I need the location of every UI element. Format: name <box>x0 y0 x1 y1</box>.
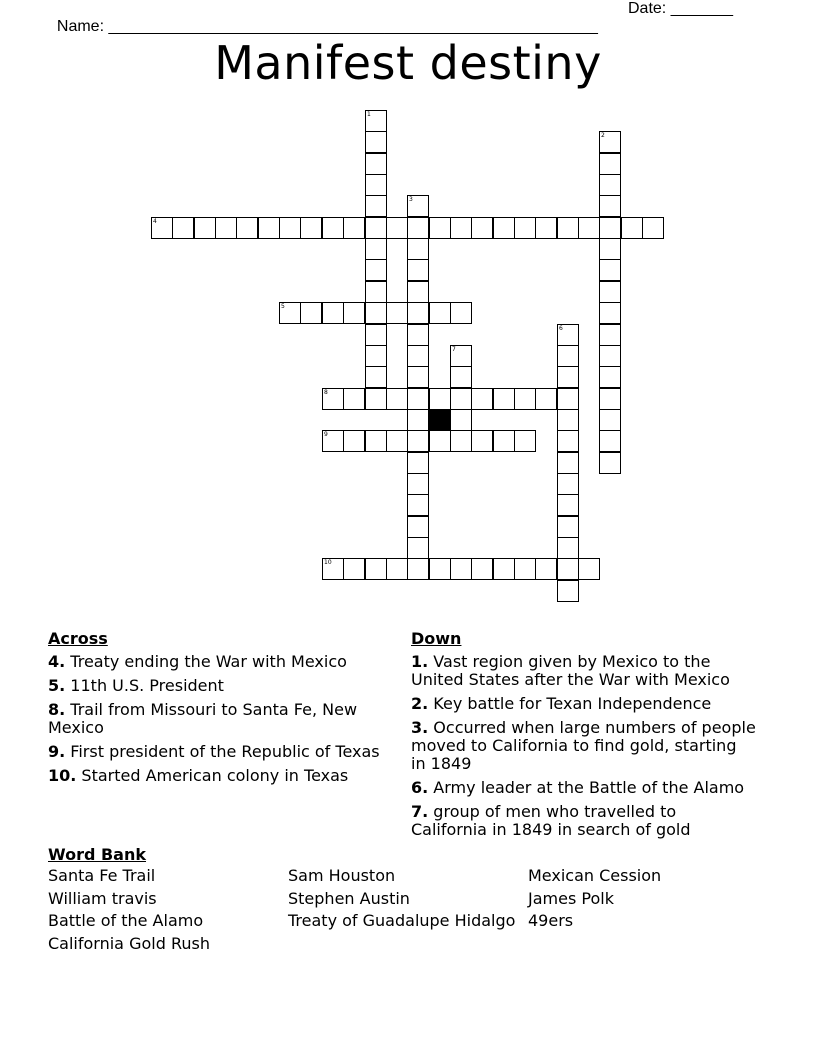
grid-cell[interactable] <box>407 473 429 495</box>
grid-cell[interactable] <box>386 430 408 452</box>
grid-cell[interactable] <box>322 217 344 239</box>
grid-cell[interactable] <box>471 217 493 239</box>
across-heading: Across <box>48 629 108 648</box>
clue-number: 5 <box>281 303 285 310</box>
grid-cell[interactable] <box>386 302 408 324</box>
word-bank-item: William travis <box>48 888 157 908</box>
grid-cell[interactable] <box>621 217 643 239</box>
word-bank <box>48 846 768 955</box>
grid-cell[interactable] <box>599 388 621 410</box>
clue-text: Trail from Missouri to Santa Fe, New Mexico <box>48 700 358 737</box>
grid-cell[interactable] <box>599 174 621 196</box>
grid-cell[interactable] <box>599 217 621 239</box>
grid-cell[interactable] <box>557 516 579 538</box>
grid-cell[interactable] <box>514 388 536 410</box>
word-bank-item: Stephen Austin <box>288 888 410 908</box>
grid-cell[interactable] <box>557 494 579 516</box>
grid-block-cell <box>429 409 451 431</box>
grid-cell[interactable] <box>365 302 387 324</box>
grid-cell[interactable] <box>407 494 429 516</box>
clue-text: Started American colony in Texas <box>76 766 349 785</box>
word-bank-item: Treaty of Guadalupe Hidalgo <box>288 911 516 930</box>
grid-cell[interactable] <box>172 217 194 239</box>
grid-cell[interactable] <box>215 217 237 239</box>
grid-cell[interactable] <box>599 281 621 303</box>
grid-cell[interactable] <box>407 238 429 260</box>
grid-cell[interactable] <box>557 324 579 346</box>
grid-cell[interactable] <box>599 409 621 431</box>
grid-cell[interactable] <box>557 452 579 474</box>
grid-cell[interactable] <box>407 409 429 431</box>
grid-cell[interactable] <box>450 409 472 431</box>
clue-item <box>48 743 388 761</box>
grid-cell[interactable] <box>450 345 472 367</box>
grid-cell[interactable] <box>386 217 408 239</box>
grid-cell[interactable] <box>365 324 387 346</box>
grid-cell[interactable] <box>365 388 387 410</box>
grid-cell[interactable] <box>151 217 173 239</box>
word-bank-item: 49ers <box>528 911 574 930</box>
grid-cell[interactable] <box>343 388 365 410</box>
grid-cell[interactable] <box>493 430 515 452</box>
clue-num: 5. <box>48 676 66 695</box>
grid-cell[interactable] <box>450 366 472 388</box>
clue-text: First president of the Republic of Texas <box>65 742 380 761</box>
grid-cell[interactable] <box>279 302 301 324</box>
clue-num: 10. <box>48 766 77 785</box>
clue-item <box>411 653 756 689</box>
clue-item <box>48 701 388 737</box>
grid-cell[interactable] <box>343 302 365 324</box>
clue-item <box>411 779 756 797</box>
page-title: Manifest destiny <box>214 36 602 90</box>
grid-cell[interactable] <box>471 388 493 410</box>
grid-cell[interactable] <box>599 302 621 324</box>
grid-cell[interactable] <box>365 366 387 388</box>
clue-number: 4 <box>153 218 157 225</box>
grid-cell[interactable] <box>599 195 621 217</box>
grid-cell[interactable] <box>642 217 664 239</box>
grid-cell[interactable] <box>599 131 621 153</box>
grid-cell[interactable] <box>407 217 429 239</box>
clue-text: Occurred when large numbers of people moved to California to find gold, starting in 1849 <box>411 718 756 773</box>
grid-cell[interactable] <box>557 345 579 367</box>
grid-cell[interactable] <box>300 302 322 324</box>
clue-num: 6. <box>411 778 429 797</box>
grid-cell[interactable] <box>429 430 451 452</box>
grid-cell[interactable] <box>258 217 280 239</box>
name-field-label[interactable]: Name: _______________________________________________________ <box>56 18 598 35</box>
grid-cell[interactable] <box>279 217 301 239</box>
grid-cell[interactable] <box>407 366 429 388</box>
grid-cell[interactable] <box>599 259 621 281</box>
grid-cell[interactable] <box>429 217 451 239</box>
grid-cell[interactable] <box>407 516 429 538</box>
grid-cell[interactable] <box>599 366 621 388</box>
grid-cell[interactable] <box>365 238 387 260</box>
across-clues <box>48 630 388 791</box>
grid-cell[interactable] <box>365 430 387 452</box>
grid-cell[interactable] <box>557 537 579 559</box>
grid-cell[interactable] <box>429 388 451 410</box>
grid-cell[interactable] <box>450 558 472 580</box>
clue-num: 1. <box>411 652 429 671</box>
grid-cell[interactable] <box>407 281 429 303</box>
grid-cell[interactable] <box>535 558 557 580</box>
word-bank-item: Mexican Cession <box>528 866 662 885</box>
grid-cell[interactable] <box>365 153 387 175</box>
grid-cell[interactable] <box>578 217 600 239</box>
grid-cell[interactable] <box>194 217 216 239</box>
grid-cell[interactable] <box>599 324 621 346</box>
grid-cell[interactable] <box>514 430 536 452</box>
grid-cell[interactable] <box>493 558 515 580</box>
clue-num: 4. <box>48 652 66 671</box>
grid-cell[interactable] <box>557 366 579 388</box>
grid-cell[interactable] <box>365 174 387 196</box>
grid-cell[interactable] <box>557 388 579 410</box>
clue-num: 7. <box>411 802 429 821</box>
grid-cell[interactable] <box>365 217 387 239</box>
grid-cell[interactable] <box>365 345 387 367</box>
grid-cell[interactable] <box>599 452 621 474</box>
word-bank-item: Sam Houston <box>288 866 396 885</box>
word-bank-item: Battle of the Alamo <box>48 911 204 930</box>
clue-text: Key battle for Texan Independence <box>428 694 712 713</box>
grid-cell[interactable] <box>535 388 557 410</box>
clue-number: 8 <box>324 389 328 396</box>
clue-number: 7 <box>452 346 456 353</box>
grid-cell[interactable] <box>343 430 365 452</box>
grid-cell[interactable] <box>450 217 472 239</box>
clue-text: Vast region given by Mexico to the United States after the War with Mexico <box>411 652 730 689</box>
clue-item <box>48 653 388 671</box>
word-bank-list <box>48 865 768 955</box>
grid-cell[interactable] <box>599 153 621 175</box>
grid-cell[interactable] <box>407 537 429 559</box>
word-bank-heading: Word Bank <box>48 845 147 864</box>
grid-cell[interactable] <box>493 388 515 410</box>
grid-cell[interactable] <box>407 195 429 217</box>
grid-cell[interactable] <box>450 430 472 452</box>
grid-cell[interactable] <box>386 388 408 410</box>
grid-cell[interactable] <box>300 217 322 239</box>
grid-cell[interactable] <box>365 259 387 281</box>
grid-cell[interactable] <box>557 217 579 239</box>
grid-cell[interactable] <box>365 131 387 153</box>
grid-cell[interactable] <box>493 217 515 239</box>
grid-cell[interactable] <box>599 345 621 367</box>
clue-text: Army leader at the Battle of the Alamo <box>428 778 745 797</box>
grid-cell[interactable] <box>365 558 387 580</box>
grid-cell[interactable] <box>557 580 579 602</box>
grid-cell[interactable] <box>407 302 429 324</box>
across-clue-list <box>48 653 388 785</box>
down-clues <box>411 630 756 845</box>
clue-number: 1 <box>367 111 371 118</box>
grid-cell[interactable] <box>407 388 429 410</box>
clue-num: 9. <box>48 742 66 761</box>
grid-cell[interactable] <box>407 558 429 580</box>
clue-number: 2 <box>601 132 605 139</box>
grid-cell[interactable] <box>557 473 579 495</box>
clue-item <box>411 803 756 839</box>
word-bank-item: Santa Fe Trail <box>48 866 156 885</box>
grid-cell[interactable] <box>365 110 387 132</box>
clue-text: 11th U.S. President <box>65 676 224 695</box>
down-heading: Down <box>411 629 462 648</box>
clue-number: 3 <box>409 196 413 203</box>
clue-item <box>48 677 388 695</box>
clue-number: 10 <box>324 559 332 566</box>
grid-cell[interactable] <box>407 345 429 367</box>
grid-cell[interactable] <box>407 259 429 281</box>
clue-text: Treaty ending the War with Mexico <box>65 652 347 671</box>
grid-cell[interactable] <box>557 558 579 580</box>
clue-number: 9 <box>324 431 328 438</box>
grid-cell[interactable] <box>407 324 429 346</box>
grid-cell[interactable] <box>343 217 365 239</box>
grid-cell[interactable] <box>386 558 408 580</box>
down-clue-list <box>411 653 756 839</box>
grid-cell[interactable] <box>429 302 451 324</box>
grid-cell[interactable] <box>365 281 387 303</box>
grid-cell[interactable] <box>322 302 344 324</box>
grid-cell[interactable] <box>557 409 579 431</box>
grid-cell[interactable] <box>236 217 258 239</box>
grid-cell[interactable] <box>599 430 621 452</box>
grid-cell[interactable] <box>471 558 493 580</box>
grid-cell[interactable] <box>407 452 429 474</box>
clue-item <box>48 767 388 785</box>
grid-cell[interactable] <box>450 388 472 410</box>
clue-num: 2. <box>411 694 429 713</box>
grid-cell[interactable] <box>514 217 536 239</box>
clue-num: 8. <box>48 700 66 719</box>
clue-num: 3. <box>411 718 429 737</box>
grid-cell[interactable] <box>429 558 451 580</box>
grid-cell[interactable] <box>343 558 365 580</box>
grid-cell[interactable] <box>471 430 493 452</box>
clue-item <box>411 719 756 773</box>
grid-cell[interactable] <box>365 195 387 217</box>
date-field-label[interactable]: Date: _______ <box>628 0 733 17</box>
grid-cell[interactable] <box>322 388 344 410</box>
grid-cell[interactable] <box>535 217 557 239</box>
clue-text: group of men who travelled to California in 1849 in search of gold <box>411 802 691 839</box>
grid-cell[interactable] <box>578 558 600 580</box>
grid-cell[interactable] <box>557 430 579 452</box>
grid-cell[interactable] <box>322 558 344 580</box>
grid-cell[interactable] <box>514 558 536 580</box>
grid-cell[interactable] <box>599 238 621 260</box>
clue-number: 6 <box>559 325 563 332</box>
grid-cell[interactable] <box>322 430 344 452</box>
word-bank-item: James Polk <box>528 888 614 908</box>
clue-item <box>411 695 756 713</box>
grid-cell[interactable] <box>407 430 429 452</box>
grid-cell[interactable] <box>450 302 472 324</box>
word-bank-item: California Gold Rush <box>48 933 210 953</box>
